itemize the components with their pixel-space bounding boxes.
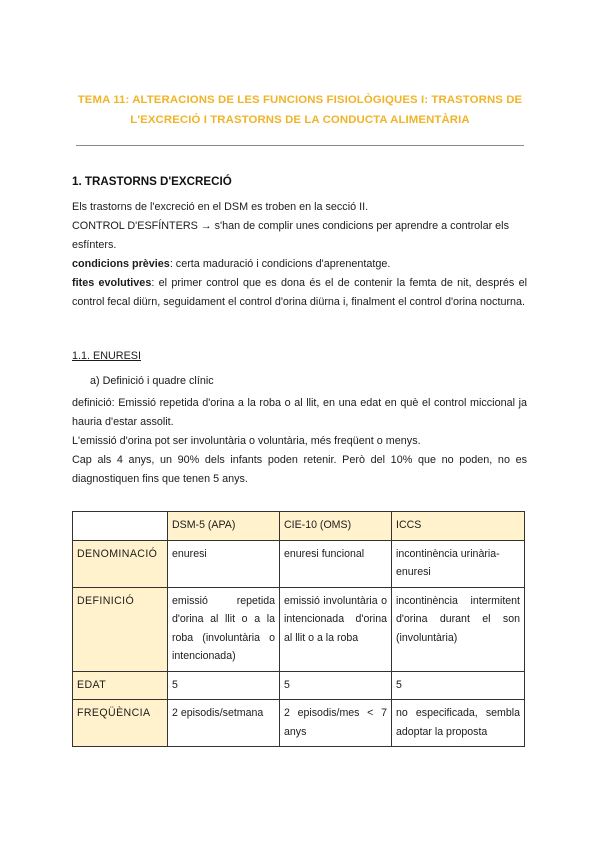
document-title: TEMA 11: ALTERACIONS DE LES FUNCIONS FISIOLÒGIQUES I: TRASTORNS DE L'EXCRECIÓ I TRASTORNS DE LA CONDUCTA ALIMENTÀRIA xyxy=(77,94,523,126)
definition-paragraph: definició: Emissió repetida d'orina a la roba o al llit, en una edat en què el control miccional ja hauria d'estar assolit. xyxy=(72,397,527,428)
table-row xyxy=(73,540,525,587)
age-paragraph: Cap als 4 anys, un 90% dels infants poden retenir. Però del 10% que no poden, no es diagnostiquen fins que tenen 5 anys. xyxy=(72,454,527,485)
conditions-paragraph xyxy=(72,255,527,274)
table-cell: 5 xyxy=(168,671,280,700)
table-cell: 5 xyxy=(392,671,525,700)
milestones-text: : el primer control que es dona és el de contenir la femta de nit, després el control fecal diürn, seguidament el control d'orina diürna i, finalment el control d'orina nocturna. xyxy=(72,277,527,308)
table-header-cell: DSM-5 (APA) xyxy=(168,512,280,541)
row-header-cell: EDAT xyxy=(73,671,168,700)
table-header-cell: ICCS xyxy=(392,512,525,541)
conditions-label: condicions prèvies xyxy=(72,258,170,270)
row-header-cell: FREQÜÈNCIA xyxy=(73,700,168,747)
row-header-cell: DEFINICIÓ xyxy=(73,587,168,671)
table-cell: enuresi xyxy=(168,540,280,587)
table-row xyxy=(73,700,525,747)
milestones-paragraph xyxy=(72,274,527,312)
comparison-table xyxy=(72,511,525,747)
table-header-row xyxy=(73,512,525,541)
subsection-heading: 1.1. ENURESI xyxy=(72,350,142,362)
section-heading: 1. TRASTORNS D'EXCRECIÓ xyxy=(72,175,232,188)
milestones-label: fites evolutives xyxy=(72,277,152,289)
table-cell: 5 xyxy=(280,671,392,700)
table-cell: no especificada, sembla adoptar la proposta xyxy=(392,700,525,747)
table-row xyxy=(73,671,525,700)
control-paragraph: CONTROL D'ESFÍNTERS → s'han de complir unes condicions per aprendre a controlar els esfínters. xyxy=(72,220,509,251)
subheading-a: a) Definició i quadre clínic xyxy=(90,375,214,387)
table-cell: 2 episodis/setmana xyxy=(168,700,280,747)
title-divider xyxy=(76,145,524,146)
table-cell: emissió involuntària o intencionada d'orina al llit o a la roba xyxy=(280,587,392,671)
table-cell: 2 episodis/mes < 7 anys xyxy=(280,700,392,747)
emission-paragraph: L'emissió d'orina pot ser involuntària o voluntària, més freqüent o menys. xyxy=(72,435,421,447)
table-cell: incontinència intermitent d'orina durant el son (involuntària) xyxy=(392,587,525,671)
table-row xyxy=(73,587,525,671)
row-header-cell: DENOMINACIÓ xyxy=(73,540,168,587)
table-header-cell: CIE-10 (OMS) xyxy=(280,512,392,541)
conditions-text: : certa maduració i condicions d'aprenentatge. xyxy=(169,258,391,270)
table-cell: incontinència urinària-enuresi xyxy=(392,540,525,587)
table-cell: enuresi funcional xyxy=(280,540,392,587)
table-cell: emissió repetida d'orina al llit o a la roba (involuntària o intencionada) xyxy=(168,587,280,671)
table-corner-cell xyxy=(73,512,168,541)
intro-paragraph: Els trastorns de l'excreció en el DSM es troben en la secció II. xyxy=(72,201,369,213)
